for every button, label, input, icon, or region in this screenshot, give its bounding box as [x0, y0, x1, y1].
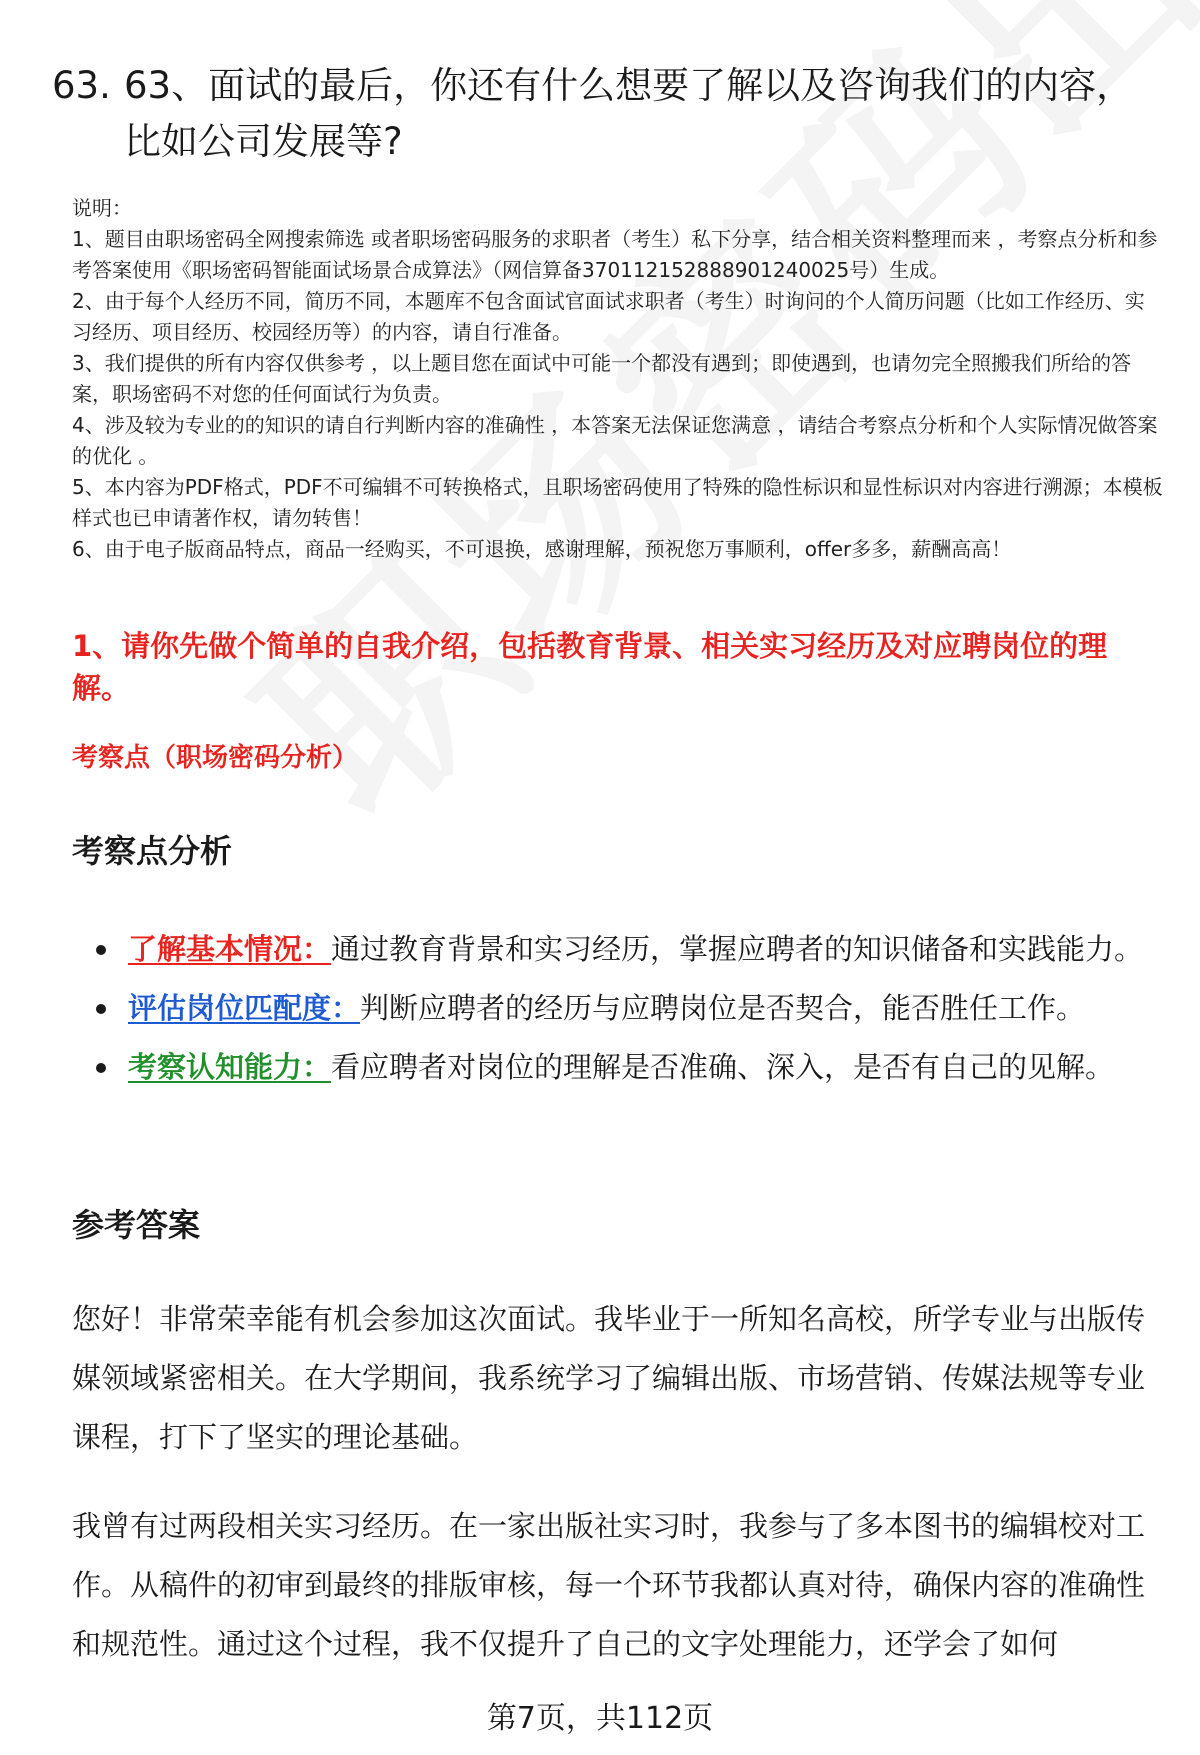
sub-question-heading: 1、请你先做个简单的自我介绍，包括教育背景、相关实习经历及对应聘岗位的理解。: [72, 629, 1108, 705]
analysis-text: 看应聘者对岗位的理解是否准确、深入，是否有自己的见解。: [331, 1050, 1115, 1084]
analysis-tag: 评估岗位匹配度：: [128, 991, 361, 1025]
list-item: [96, 979, 1156, 1038]
bullet-icon: [96, 1004, 106, 1014]
note-item: 2、由于每个人经历不同，简历不同，本题库不包含面试官面试求职者（考生）时询问的个人简历问题（比如工作经历、实习经历、项目经历、校园经历等）的内容，请自行准备。: [72, 289, 1145, 344]
question-number: 63.: [52, 64, 111, 107]
kaochadian-label: 考察点（职场密码分析）: [72, 743, 359, 773]
disclaimer-notes: [72, 193, 1164, 565]
answer-paragraph: 您好！非常荣幸能有机会参加这次面试。我毕业于一所知名高校，所学专业与出版传媒领域紧密相关。在大学期间，我系统学习了编辑出版、市场营销、传媒法规等专业课程，打下了坚实的理论基础。: [72, 1302, 1146, 1454]
question-title: [52, 58, 1162, 170]
answer-paragraph: 我曾有过两段相关实习经历。在一家出版社实习时，我参与了多本图书的编辑校对工作。从稿件的初审到最终的排版审核，每一个环节我都认真对待，确保内容的准确性和规范性。通过这个过程，我不仅提升了自己的文字处理能力，还学会了如何: [72, 1509, 1146, 1661]
answer-body: [72, 1290, 1162, 1704]
note-item: 3、我们提供的所有内容仅供参考 ，以上题目您在面试中可能一个都没有遇到；即使遇到，也请勿完全照搬我们所给的答案，职场密码不对您的任何面试行为负责。: [72, 351, 1132, 406]
answer-title: 参考答案: [72, 1206, 201, 1244]
list-item: [96, 920, 1156, 979]
bullet-icon: [96, 1063, 106, 1073]
note-item: 4、涉及较为专业的的知识的请自行判断内容的准确性 ，本答案无法保证您满意 ，请结合考察点分析和个人实际情况做答案的优化 。: [72, 413, 1158, 468]
analysis-tag: 了解基本情况：: [128, 932, 332, 966]
list-item: [96, 1038, 1156, 1097]
analysis-title: 考察点分析: [72, 832, 233, 870]
page-footer: 第7页，共112页: [486, 1701, 714, 1736]
analysis-list: [96, 920, 1156, 1097]
note-item: 6、由于电子版商品特点，商品一经购买，不可退换，感谢理解，预祝您万事顺利，offer多多，薪酬高高！: [72, 537, 1012, 561]
notes-heading: 说明：: [72, 196, 132, 220]
bullet-icon: [96, 945, 106, 955]
analysis-tag: 考察认知能力：: [128, 1050, 332, 1084]
analysis-text: 判断应聘者的经历与应聘岗位是否契合，能否胜任工作。: [360, 991, 1086, 1025]
note-item: 1、题目由职场密码全网搜索筛选 或者职场密码服务的求职者（考生）私下分享，结合相关资料整理而来 ，考察点分析和参考答案使用《职场密码智能面试场景合成算法》（网信算备370112152888901240025号）生成。: [72, 227, 1158, 282]
analysis-text: 通过教育背景和实习经历，掌握应聘者的知识储备和实践能力。: [331, 932, 1144, 966]
note-item: 5、本内容为PDF格式，PDF不可编辑不可转换格式，且职场密码使用了特殊的隐性标识和显性标识对内容进行溯源；本模板样式也已申请著作权，请勿转售！: [72, 475, 1163, 530]
question-text: 63、面试的最后，你还有什么想要了解以及咨询我们的内容，比如公司发展等?: [124, 64, 1134, 163]
